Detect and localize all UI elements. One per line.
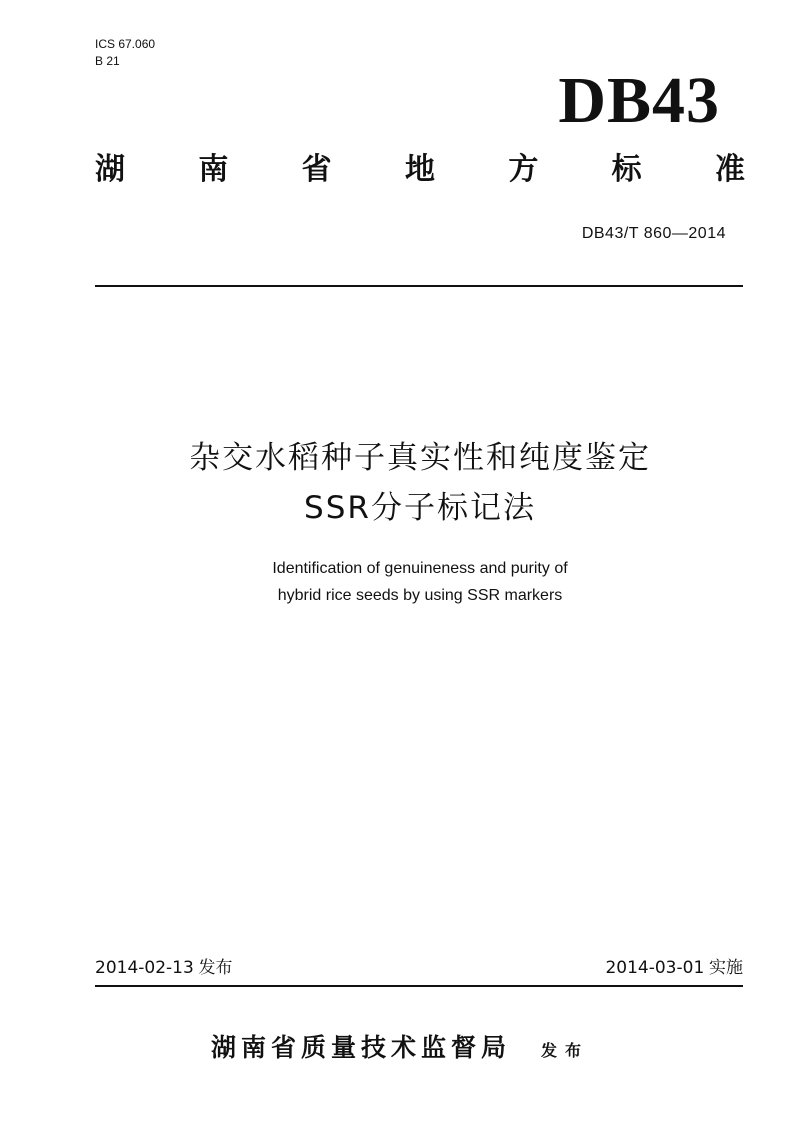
- dates-row: [95, 956, 743, 980]
- implement-date-group: [605, 956, 743, 980]
- standard-type-char: 方: [508, 152, 539, 187]
- english-title-line-1: Identification of genuineness and purity of: [272, 560, 568, 577]
- issuer-org: 湖南省质量技术监督局: [210, 1033, 511, 1062]
- top-divider: [95, 285, 743, 287]
- issue-date: 2014-02-13: [95, 958, 194, 978]
- issue-label: 发布: [198, 958, 233, 978]
- english-title-line-2: hybrid rice seeds by using SSR markers: [277, 587, 563, 604]
- standard-type-char: 标: [611, 152, 642, 187]
- bottom-divider: [95, 985, 743, 987]
- standard-type-char: 南: [198, 152, 229, 187]
- implement-label: 实施: [709, 958, 743, 978]
- classification-codes: [95, 36, 155, 70]
- standard-type-char: 准: [714, 152, 745, 187]
- ics-code: ICS 67.060: [95, 37, 156, 51]
- standard-number: DB43/T 860—2014: [581, 225, 726, 242]
- ccs-code: B 21: [95, 54, 120, 68]
- issue-date-group: [95, 956, 233, 980]
- standard-type-char: 省: [301, 152, 332, 187]
- chinese-title-line-1: 杂交水稻种子真实性和纯度鉴定: [189, 440, 651, 476]
- standard-type: [95, 150, 745, 190]
- standard-type-char: 地: [404, 152, 435, 187]
- issuer-verb: 发布: [541, 1041, 590, 1060]
- chinese-title-line-2: SSR分子标记法: [304, 490, 536, 526]
- standard-logo: DB43: [558, 64, 720, 137]
- standard-type-char: 湖: [95, 152, 125, 187]
- implement-date: 2014-03-01: [605, 958, 705, 978]
- chinese-title: [0, 433, 800, 533]
- english-title: [0, 555, 800, 609]
- issuer-line: [0, 1028, 800, 1064]
